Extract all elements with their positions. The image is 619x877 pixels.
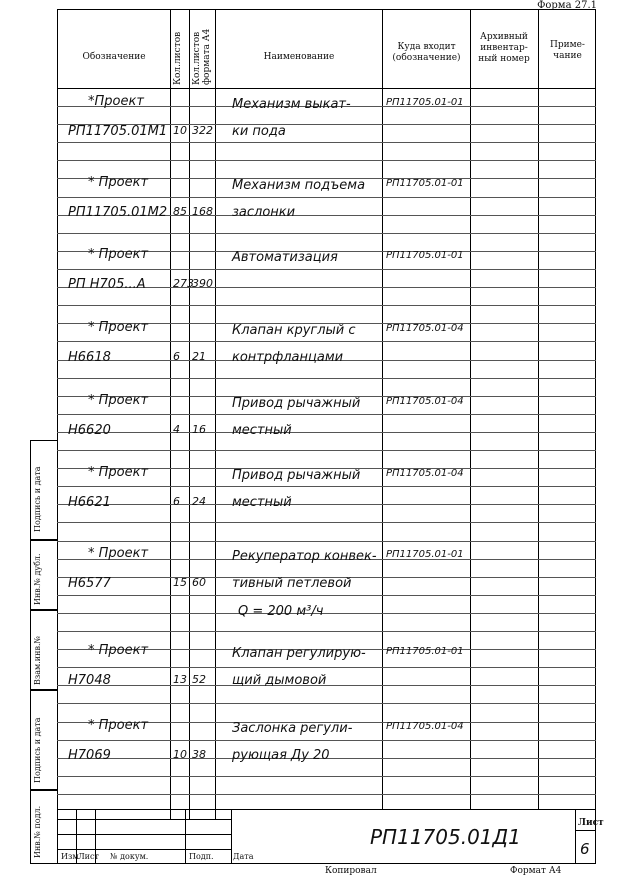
side-label-replace-inv: Взам.инв.№ [33, 635, 42, 685]
footer-sheet-label: Лист [578, 818, 604, 828]
row-line [57, 269, 596, 270]
row-line [57, 378, 596, 379]
row-designation-line1: * Проект [88, 393, 149, 408]
row-designation-line1: * Проект [88, 546, 149, 561]
row-designation-line1: * Проект [88, 643, 149, 658]
row-name-line1: Автоматизация [232, 250, 338, 265]
row-sheets: 6 [173, 495, 180, 508]
row-where-used: РП11705.01-04 [386, 323, 464, 334]
row-sheets: 13 [173, 673, 187, 686]
row-line [57, 486, 596, 487]
title-block-line [57, 849, 231, 850]
col-divider [470, 9, 471, 809]
row-line [57, 794, 596, 795]
title-block-col [231, 809, 232, 864]
title-block-col [575, 809, 576, 864]
header-archive-no: Архивный инвентар-ный номер [478, 32, 530, 64]
row-a4-sheets: 390 [192, 277, 213, 290]
row-a4-sheets: 168 [192, 205, 213, 218]
row-sheets: 85 [173, 205, 187, 218]
row-designation-line2: Н6618 [68, 350, 111, 365]
row-line [57, 160, 596, 161]
row-name-line1: Привод рычажный [232, 396, 361, 411]
row-name-line2: заслонки [232, 205, 296, 220]
row-where-used: РП11705.01-04 [386, 468, 464, 479]
row-sheets: 4 [173, 423, 180, 436]
title-block-line [57, 834, 231, 835]
col-divider [382, 9, 383, 809]
row-sheets: 273 [173, 277, 194, 290]
side-label-sign-date-1: Подпись и дата [33, 466, 42, 532]
row-line [57, 450, 596, 451]
row-name-line2: рующая Ду 20 [232, 748, 330, 763]
row-a4-sheets: 322 [192, 124, 213, 137]
title-block-line [575, 830, 596, 831]
row-name-line2: контрфланцами [232, 350, 344, 365]
row-line [57, 685, 596, 686]
row-designation-line1: * Проект [88, 718, 149, 733]
row-line [57, 613, 596, 614]
footer-sheet-number: 6 [580, 840, 590, 858]
row-sheets: 10 [173, 124, 187, 137]
row-where-used: РП11705.01-01 [386, 646, 464, 657]
title-block-line [57, 819, 231, 820]
form-label: Форма 27.1 [537, 0, 597, 11]
row-line [57, 667, 596, 668]
row-name-line1: Рекуператор конвек- [232, 549, 377, 564]
row-name-line1: Механизм подъема [232, 178, 366, 193]
row-a4-sheets: 60 [192, 576, 206, 589]
footer-izm: Изм [61, 852, 79, 861]
row-line [57, 631, 596, 632]
header-designation: Обозначение [82, 52, 146, 62]
row-line [57, 414, 596, 415]
row-a4-sheets: 21 [192, 350, 206, 363]
row-where-used: РП11705.01-01 [386, 549, 464, 560]
row-name-line2: местный [232, 495, 292, 510]
row-line [57, 776, 596, 777]
footer-date: Дата [233, 852, 254, 861]
row-where-used: РП11705.01-04 [386, 721, 464, 732]
row-name-line2: ки пода [232, 124, 286, 139]
header-sheets-count: Кол.листов [173, 31, 183, 85]
row-designation-line2: Н6620 [68, 423, 111, 438]
row-designation-line2: Н7048 [68, 673, 111, 688]
row-name-line1: Клапан регулирую- [232, 646, 366, 661]
row-designation-line2: Н6621 [68, 495, 111, 510]
row-line [57, 504, 596, 505]
row-a4-sheets: 24 [192, 495, 206, 508]
header-a4-sheets: Кол.листов формата А4 [192, 28, 212, 85]
row-a4-sheets: 52 [192, 673, 206, 686]
row-line [57, 432, 596, 433]
footer-doc-no: № докум. [110, 852, 149, 861]
row-line [57, 740, 596, 741]
header-note: Приме-чание [550, 40, 585, 61]
row-name-line3: Q = 200 м³/ч [238, 604, 324, 619]
row-line [57, 341, 596, 342]
row-line [57, 522, 596, 523]
row-name-line1: Заслонка регули- [232, 721, 353, 736]
row-where-used: РП11705.01-04 [386, 396, 464, 407]
row-where-used: РП11705.01-01 [386, 97, 464, 108]
row-line [57, 703, 596, 704]
row-designation-line2: Н6577 [68, 576, 111, 591]
document-number: РП11705.01Д1 [370, 825, 521, 849]
row-line [57, 305, 596, 306]
header-name: Наименование [263, 52, 335, 62]
side-label-inv-dup: Инв.№ дубл. [33, 553, 42, 605]
footer-copied: Копировал [325, 866, 377, 876]
footer-list: Лист [78, 852, 99, 861]
row-a4-sheets: 38 [192, 748, 206, 761]
header-where-used: Куда входит (обозначение) [392, 42, 461, 63]
row-designation-line1: * Проект [88, 465, 149, 480]
row-designation-line2: РП Н705...А [68, 277, 146, 292]
row-designation-line1: * Проект [88, 175, 149, 190]
row-designation-line1: * Проект [88, 247, 149, 262]
row-designation-line2: Н7069 [68, 748, 111, 763]
row-line [57, 595, 596, 596]
row-sheets: 15 [173, 576, 187, 589]
row-sheets: 10 [173, 748, 187, 761]
row-line [57, 142, 596, 143]
title-block-col [185, 809, 186, 864]
row-name-line1: Механизм выкат- [232, 97, 351, 112]
side-label-inv-orig: Инв.№ подл. [33, 805, 42, 858]
row-line [57, 233, 596, 234]
row-where-used: РП11705.01-01 [386, 250, 464, 261]
col-divider [538, 9, 539, 809]
row-name-line2: местный [232, 423, 292, 438]
row-designation-line2: РП11705.01М2 [68, 205, 168, 220]
row-name-line2: щий дымовой [232, 673, 327, 688]
row-line [57, 541, 596, 542]
row-line [57, 197, 596, 198]
title-block-top [57, 809, 596, 810]
row-designation-line2: РП11705.01М1 [68, 124, 168, 139]
header-divider [57, 88, 596, 89]
row-designation-line1: * Проект [88, 320, 149, 335]
row-where-used: РП11705.01-01 [386, 178, 464, 189]
row-name-line1: Привод рычажный [232, 468, 361, 483]
row-a4-sheets: 16 [192, 423, 206, 436]
footer-format: Формат А4 [510, 866, 562, 876]
row-sheets: 6 [173, 350, 180, 363]
side-label-sign-date-2: Подпись и дата [33, 717, 42, 783]
row-name-line2: тивный петлевой [232, 576, 352, 591]
row-name-line1: Клапан круглый с [232, 323, 356, 338]
footer-podp: Подп. [189, 852, 214, 861]
row-designation-line1: *Проект [88, 94, 144, 109]
